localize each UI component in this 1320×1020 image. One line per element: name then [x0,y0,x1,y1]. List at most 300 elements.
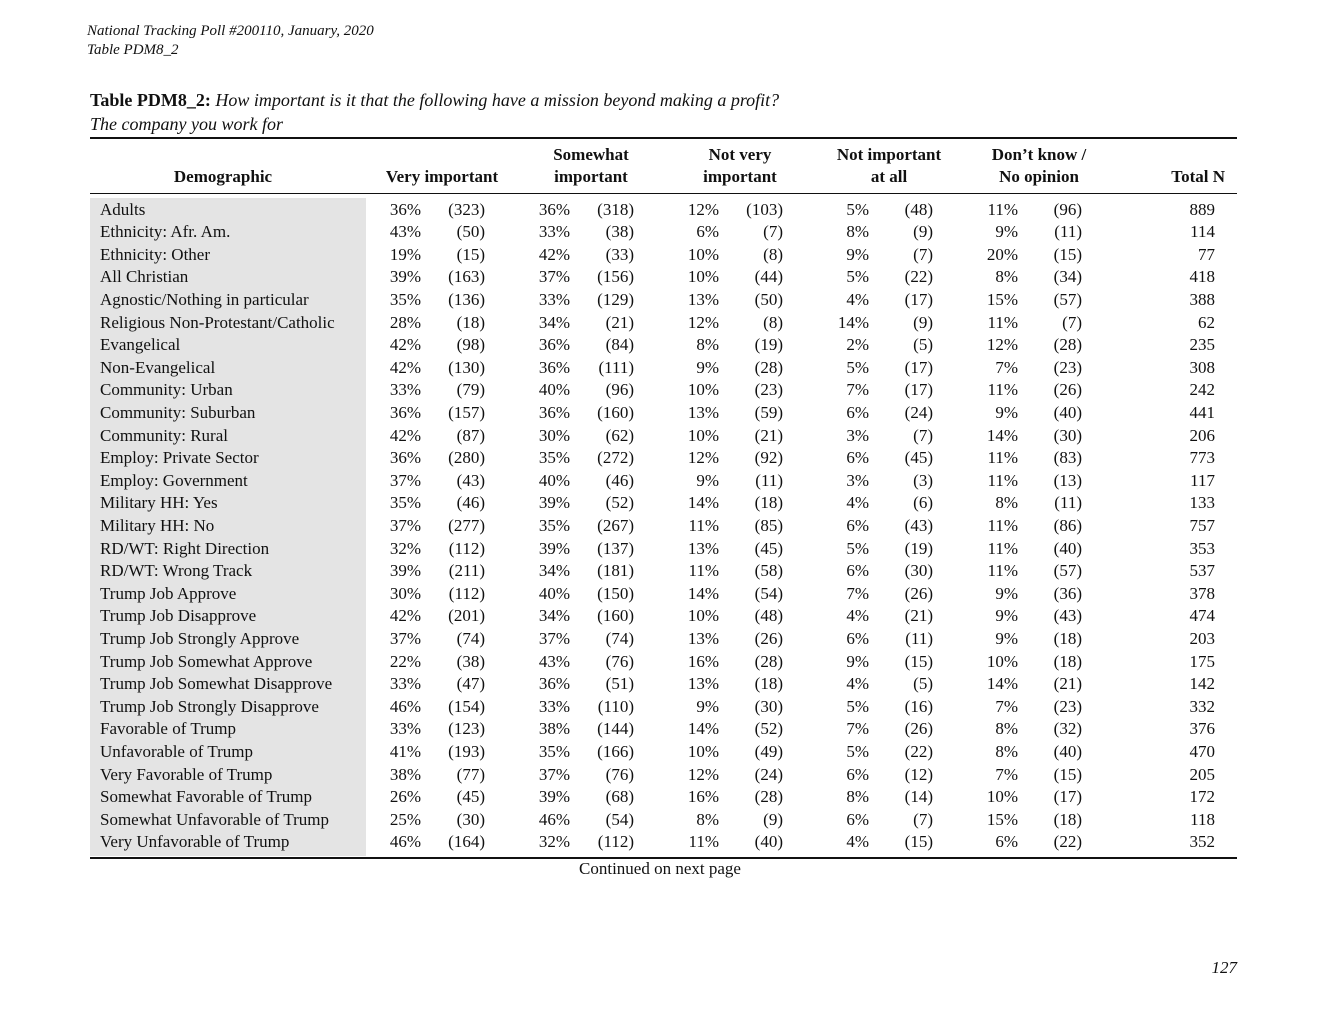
cell-total-n: 235 [1189,335,1215,355]
cell-count: (17) [904,357,933,377]
cell-count: (15) [456,244,485,264]
cell-percent: 40% [538,380,570,400]
cell-count: (26) [904,583,933,603]
cell-total-n: 418 [1189,267,1215,287]
row-label: Ethnicity: Other [100,244,211,264]
cell-percent: 10% [687,425,719,445]
cell-count: (8) [763,312,783,332]
table-row [90,425,1237,448]
cell-percent: 37% [538,764,570,784]
cell-percent: 26% [389,787,421,807]
cell-percent: 35% [389,289,421,309]
cell-percent: 7% [846,380,869,400]
cell-percent: 6% [846,628,869,648]
cell-percent: 13% [687,402,719,422]
table-row [90,492,1237,515]
cell-percent: 5% [846,538,869,558]
cell-total-n: 441 [1189,402,1215,422]
cell-total-n: 773 [1189,448,1215,468]
cell-total-n: 388 [1189,289,1215,309]
cell-count: (18) [1053,809,1082,829]
cell-percent: 8% [995,719,1018,739]
col-notimp-line2: at all [870,167,908,186]
row-label: Military HH: Yes [100,493,218,513]
table-row [90,289,1237,312]
row-label: Somewhat Favorable of Trump [100,787,313,807]
cell-count: (181) [597,561,634,581]
row-label: Trump Job Somewhat Disapprove [100,674,333,694]
cell-percent: 6% [696,222,719,242]
cell-count: (11) [1054,222,1082,242]
row-label: Somewhat Unfavorable of Trump [100,809,330,829]
cell-count: (6) [913,493,933,513]
cell-percent: 33% [538,289,570,309]
cell-percent: 8% [995,493,1018,513]
cell-count: (21) [754,425,783,445]
cell-count: (22) [904,741,933,761]
cell-count: (22) [904,267,933,287]
cell-count: (137) [597,538,634,558]
cell-count: (7) [913,425,933,445]
table-row [90,718,1237,741]
row-label: Adults [100,199,146,219]
row-label: Community: Urban [100,380,233,400]
cell-total-n: 352 [1189,832,1215,852]
table-row [90,538,1237,561]
col-total-n: Total N [1171,167,1225,186]
cell-count: (21) [1053,674,1082,694]
cell-percent: 7% [846,583,869,603]
cell-count: (92) [754,448,783,468]
cell-percent: 11% [688,515,719,535]
cell-percent: 19% [389,244,421,264]
cell-count: (40) [1053,402,1082,422]
cell-count: (52) [754,719,783,739]
cell-count: (28) [754,651,783,671]
cell-percent: 37% [538,628,570,648]
cell-count: (112) [597,832,634,852]
cell-percent: 6% [846,448,869,468]
cell-percent: 36% [538,199,570,219]
cell-count: (46) [605,470,634,490]
table-row [90,515,1237,538]
cell-percent: 16% [687,787,719,807]
col-dont-know [968,144,1110,188]
cell-count: (34) [1053,267,1082,287]
table-row [90,696,1237,719]
row-label: Community: Suburban [100,402,256,422]
cell-percent: 6% [846,561,869,581]
cell-percent: 40% [538,583,570,603]
cell-count: (9) [913,222,933,242]
cell-percent: 36% [538,335,570,355]
cell-percent: 10% [687,244,719,264]
cell-count: (13) [1053,470,1082,490]
cell-percent: 35% [538,741,570,761]
cell-count: (79) [456,380,485,400]
cell-total-n: 474 [1189,606,1215,626]
cell-count: (33) [605,244,634,264]
cell-percent: 7% [846,719,869,739]
cell-count: (49) [754,741,783,761]
table-row [90,379,1237,402]
table-row [90,357,1237,380]
cell-percent: 15% [986,809,1018,829]
col-dk-line2: No opinion [999,167,1079,186]
cell-percent: 46% [389,832,421,852]
cell-count: (50) [456,222,485,242]
table-id: Table PDM8_2 [87,42,179,58]
cell-percent: 12% [687,448,719,468]
cell-count: (26) [904,719,933,739]
cell-percent: 33% [389,674,421,694]
cell-percent: 4% [846,832,869,852]
cell-total-n: 142 [1189,674,1215,694]
table-row [90,470,1237,493]
cell-percent: 14% [687,583,719,603]
cell-total-n: 203 [1189,628,1215,648]
cell-total-n: 376 [1189,719,1215,739]
cell-count: (164) [448,832,485,852]
cell-count: (30) [456,809,485,829]
cell-percent: 33% [389,719,421,739]
col-not-very-important [670,144,810,188]
cell-count: (123) [448,719,485,739]
cell-count: (83) [1053,448,1082,468]
cell-count: (18) [1053,628,1082,648]
row-label: Trump Job Somewhat Approve [100,651,313,671]
cell-percent: 14% [687,493,719,513]
cell-count: (24) [754,764,783,784]
cell-percent: 46% [538,809,570,829]
cell-count: (86) [1053,515,1082,535]
cell-percent: 34% [538,312,570,332]
cell-count: (18) [754,493,783,513]
table-row [90,651,1237,674]
col-not-important [814,144,964,188]
cell-percent: 33% [538,222,570,242]
cell-count: (136) [448,289,485,309]
cell-count: (16) [904,696,933,716]
cell-count: (54) [605,809,634,829]
cell-count: (36) [1053,583,1082,603]
cell-percent: 10% [986,787,1018,807]
cell-count: (26) [754,628,783,648]
cell-percent: 9% [995,628,1018,648]
cell-count: (45) [456,787,485,807]
cell-count: (54) [754,583,783,603]
cell-percent: 9% [846,244,869,264]
cell-percent: 12% [687,199,719,219]
cell-percent: 12% [687,764,719,784]
row-label: Trump Job Approve [100,583,237,603]
cell-percent: 6% [846,764,869,784]
cell-percent: 36% [538,402,570,422]
cell-percent: 4% [846,606,869,626]
cell-percent: 4% [846,493,869,513]
cell-percent: 9% [696,357,719,377]
cell-count: (318) [597,199,634,219]
cell-total-n: 242 [1189,380,1215,400]
table-row [90,741,1237,764]
cell-count: (18) [754,674,783,694]
cell-percent: 40% [538,470,570,490]
cell-percent: 41% [389,741,421,761]
cell-percent: 11% [987,448,1018,468]
cell-percent: 12% [687,312,719,332]
cell-count: (40) [1053,741,1082,761]
cell-count: (11) [905,628,933,648]
cell-count: (38) [605,222,634,242]
col-somewhat-line2: important [554,167,628,186]
cell-count: (19) [754,335,783,355]
row-label: Employ: Government [100,470,248,490]
cell-percent: 14% [986,425,1018,445]
cell-percent: 14% [837,312,869,332]
cell-percent: 33% [538,696,570,716]
cell-count: (47) [456,674,485,694]
cell-percent: 32% [389,538,421,558]
cell-percent: 9% [846,651,869,671]
cell-percent: 11% [987,538,1018,558]
cell-percent: 43% [538,651,570,671]
cell-count: (157) [448,402,485,422]
row-label: Trump Job Strongly Approve [100,628,300,648]
cell-percent: 37% [389,628,421,648]
cell-count: (15) [904,651,933,671]
cell-total-n: 206 [1189,425,1215,445]
cell-count: (30) [1053,425,1082,445]
cell-percent: 42% [389,425,421,445]
cell-percent: 11% [987,470,1018,490]
cell-percent: 36% [389,199,421,219]
cell-count: (43) [904,515,933,535]
row-label: Non-Evangelical [100,357,216,377]
cell-total-n: 172 [1189,787,1215,807]
cell-percent: 36% [389,448,421,468]
row-label: Trump Job Disapprove [100,606,257,626]
cell-percent: 10% [687,606,719,626]
table-row [90,199,1237,222]
top-rule [90,137,1237,139]
cell-count: (15) [904,832,933,852]
cell-count: (12) [904,764,933,784]
cell-percent: 9% [995,222,1018,242]
cell-percent: 35% [389,493,421,513]
header-rule [90,193,1237,194]
cell-count: (15) [1053,764,1082,784]
cell-count: (17) [904,380,933,400]
cell-count: (98) [456,335,485,355]
table-row [90,402,1237,425]
cell-count: (26) [1053,380,1082,400]
cell-total-n: 175 [1189,651,1215,671]
cell-count: (111) [598,357,634,377]
cell-percent: 28% [389,312,421,332]
cell-total-n: 757 [1189,515,1215,535]
cell-count: (30) [754,696,783,716]
row-label: Community: Rural [100,425,228,445]
cell-count: (50) [754,289,783,309]
cell-percent: 8% [995,741,1018,761]
cell-count: (323) [448,199,485,219]
row-label: Unfavorable of Trump [100,741,253,761]
cell-count: (58) [754,561,783,581]
table-row [90,831,1237,854]
cell-percent: 8% [846,787,869,807]
cell-percent: 11% [987,380,1018,400]
cell-percent: 42% [389,335,421,355]
page-header [87,22,374,60]
cell-count: (23) [754,380,783,400]
cell-count: (24) [904,402,933,422]
cell-count: (22) [1053,832,1082,852]
cell-percent: 3% [846,425,869,445]
cell-count: (277) [448,515,485,535]
cell-count: (87) [456,425,485,445]
cell-count: (18) [1053,651,1082,671]
cell-count: (43) [456,470,485,490]
cell-percent: 9% [995,402,1018,422]
cell-percent: 34% [538,606,570,626]
cell-total-n: 133 [1189,493,1215,513]
cell-count: (110) [597,696,634,716]
cell-count: (272) [597,448,634,468]
cell-percent: 11% [688,561,719,581]
cell-count: (18) [456,312,485,332]
row-label: Very Unfavorable of Trump [100,832,290,852]
cell-percent: 8% [846,222,869,242]
cell-percent: 25% [389,809,421,829]
cell-count: (17) [1053,787,1082,807]
cell-count: (28) [754,357,783,377]
cell-count: (77) [456,764,485,784]
cell-count: (52) [605,493,634,513]
col-notvery-line1: Not very [708,145,772,164]
cell-count: (160) [597,606,634,626]
cell-count: (40) [754,832,783,852]
cell-count: (96) [605,380,634,400]
cell-percent: 38% [538,719,570,739]
cell-percent: 9% [696,470,719,490]
cell-percent: 4% [846,289,869,309]
cell-count: (23) [1053,696,1082,716]
table-row [90,764,1237,787]
table-row [90,221,1237,244]
cell-percent: 42% [389,606,421,626]
row-label: RD/WT: Wrong Track [100,561,253,581]
cell-percent: 14% [687,719,719,739]
cell-count: (156) [597,267,634,287]
cell-count: (193) [448,741,485,761]
cell-count: (150) [597,583,634,603]
table-title-label: Table PDM8_2: [90,90,211,110]
cell-count: (163) [448,267,485,287]
table-row [90,605,1237,628]
cell-count: (103) [746,199,783,219]
cell-percent: 37% [389,470,421,490]
cell-percent: 6% [846,402,869,422]
cell-percent: 36% [538,357,570,377]
continued-note: Continued on next page [579,859,741,878]
page-number: 127 [1211,958,1237,977]
cell-count: (11) [755,470,783,490]
cell-count: (62) [605,425,634,445]
cell-percent: 42% [389,357,421,377]
cell-total-n: 117 [1190,470,1215,490]
row-label: RD/WT: Right Direction [100,538,270,558]
cell-percent: 11% [987,561,1018,581]
cell-count: (166) [597,741,634,761]
table-row [90,447,1237,470]
col-demographic: Demographic [173,167,273,186]
col-somewhat-important [521,144,661,188]
table-row [90,628,1237,651]
cell-percent: 35% [538,515,570,535]
cell-total-n: 62 [1198,312,1215,332]
cell-percent: 5% [846,199,869,219]
cell-total-n: 889 [1189,199,1215,219]
cell-percent: 36% [538,674,570,694]
col-somewhat-line1: Somewhat [553,145,629,164]
cell-percent: 8% [696,809,719,829]
cell-percent: 13% [687,674,719,694]
cell-percent: 7% [995,764,1018,784]
cell-count: (201) [448,606,485,626]
cell-count: (74) [605,628,634,648]
cell-percent: 22% [389,651,421,671]
cell-count: (130) [448,357,485,377]
cell-total-n: 537 [1189,561,1215,581]
col-notimp-line1: Not important [836,145,942,164]
poll-name: National Tracking Poll #200110, January, 2020 [87,23,374,39]
cell-total-n: 470 [1189,741,1215,761]
cell-percent: 4% [846,674,869,694]
cell-count: (267) [597,515,634,535]
cell-percent: 39% [389,561,421,581]
cell-count: (21) [605,312,634,332]
cell-count: (38) [456,651,485,671]
cell-count: (160) [597,402,634,422]
cell-percent: 5% [846,267,869,287]
cell-total-n: 118 [1190,809,1215,829]
cell-count: (28) [754,787,783,807]
cell-count: (84) [605,335,634,355]
row-label: Ethnicity: Afr. Am. [100,222,231,242]
cell-count: (76) [605,764,634,784]
table-subtitle: The company you work for [90,114,283,134]
row-label: Favorable of Trump [100,719,236,739]
cell-total-n: 77 [1198,244,1215,264]
cell-count: (11) [1054,493,1082,513]
cell-percent: 30% [389,583,421,603]
table-row [90,244,1237,267]
cell-count: (21) [904,606,933,626]
table-row [90,673,1237,696]
cell-percent: 10% [687,380,719,400]
cell-count: (112) [448,583,485,603]
cell-percent: 11% [688,832,719,852]
cell-percent: 35% [538,448,570,468]
table-row [90,786,1237,809]
row-label: Trump Job Strongly Disapprove [100,696,319,716]
cell-count: (5) [913,674,933,694]
cell-count: (144) [597,719,634,739]
cell-count: (3) [913,470,933,490]
cell-count: (8) [763,244,783,264]
cell-percent: 43% [389,222,421,242]
table-row [90,583,1237,606]
